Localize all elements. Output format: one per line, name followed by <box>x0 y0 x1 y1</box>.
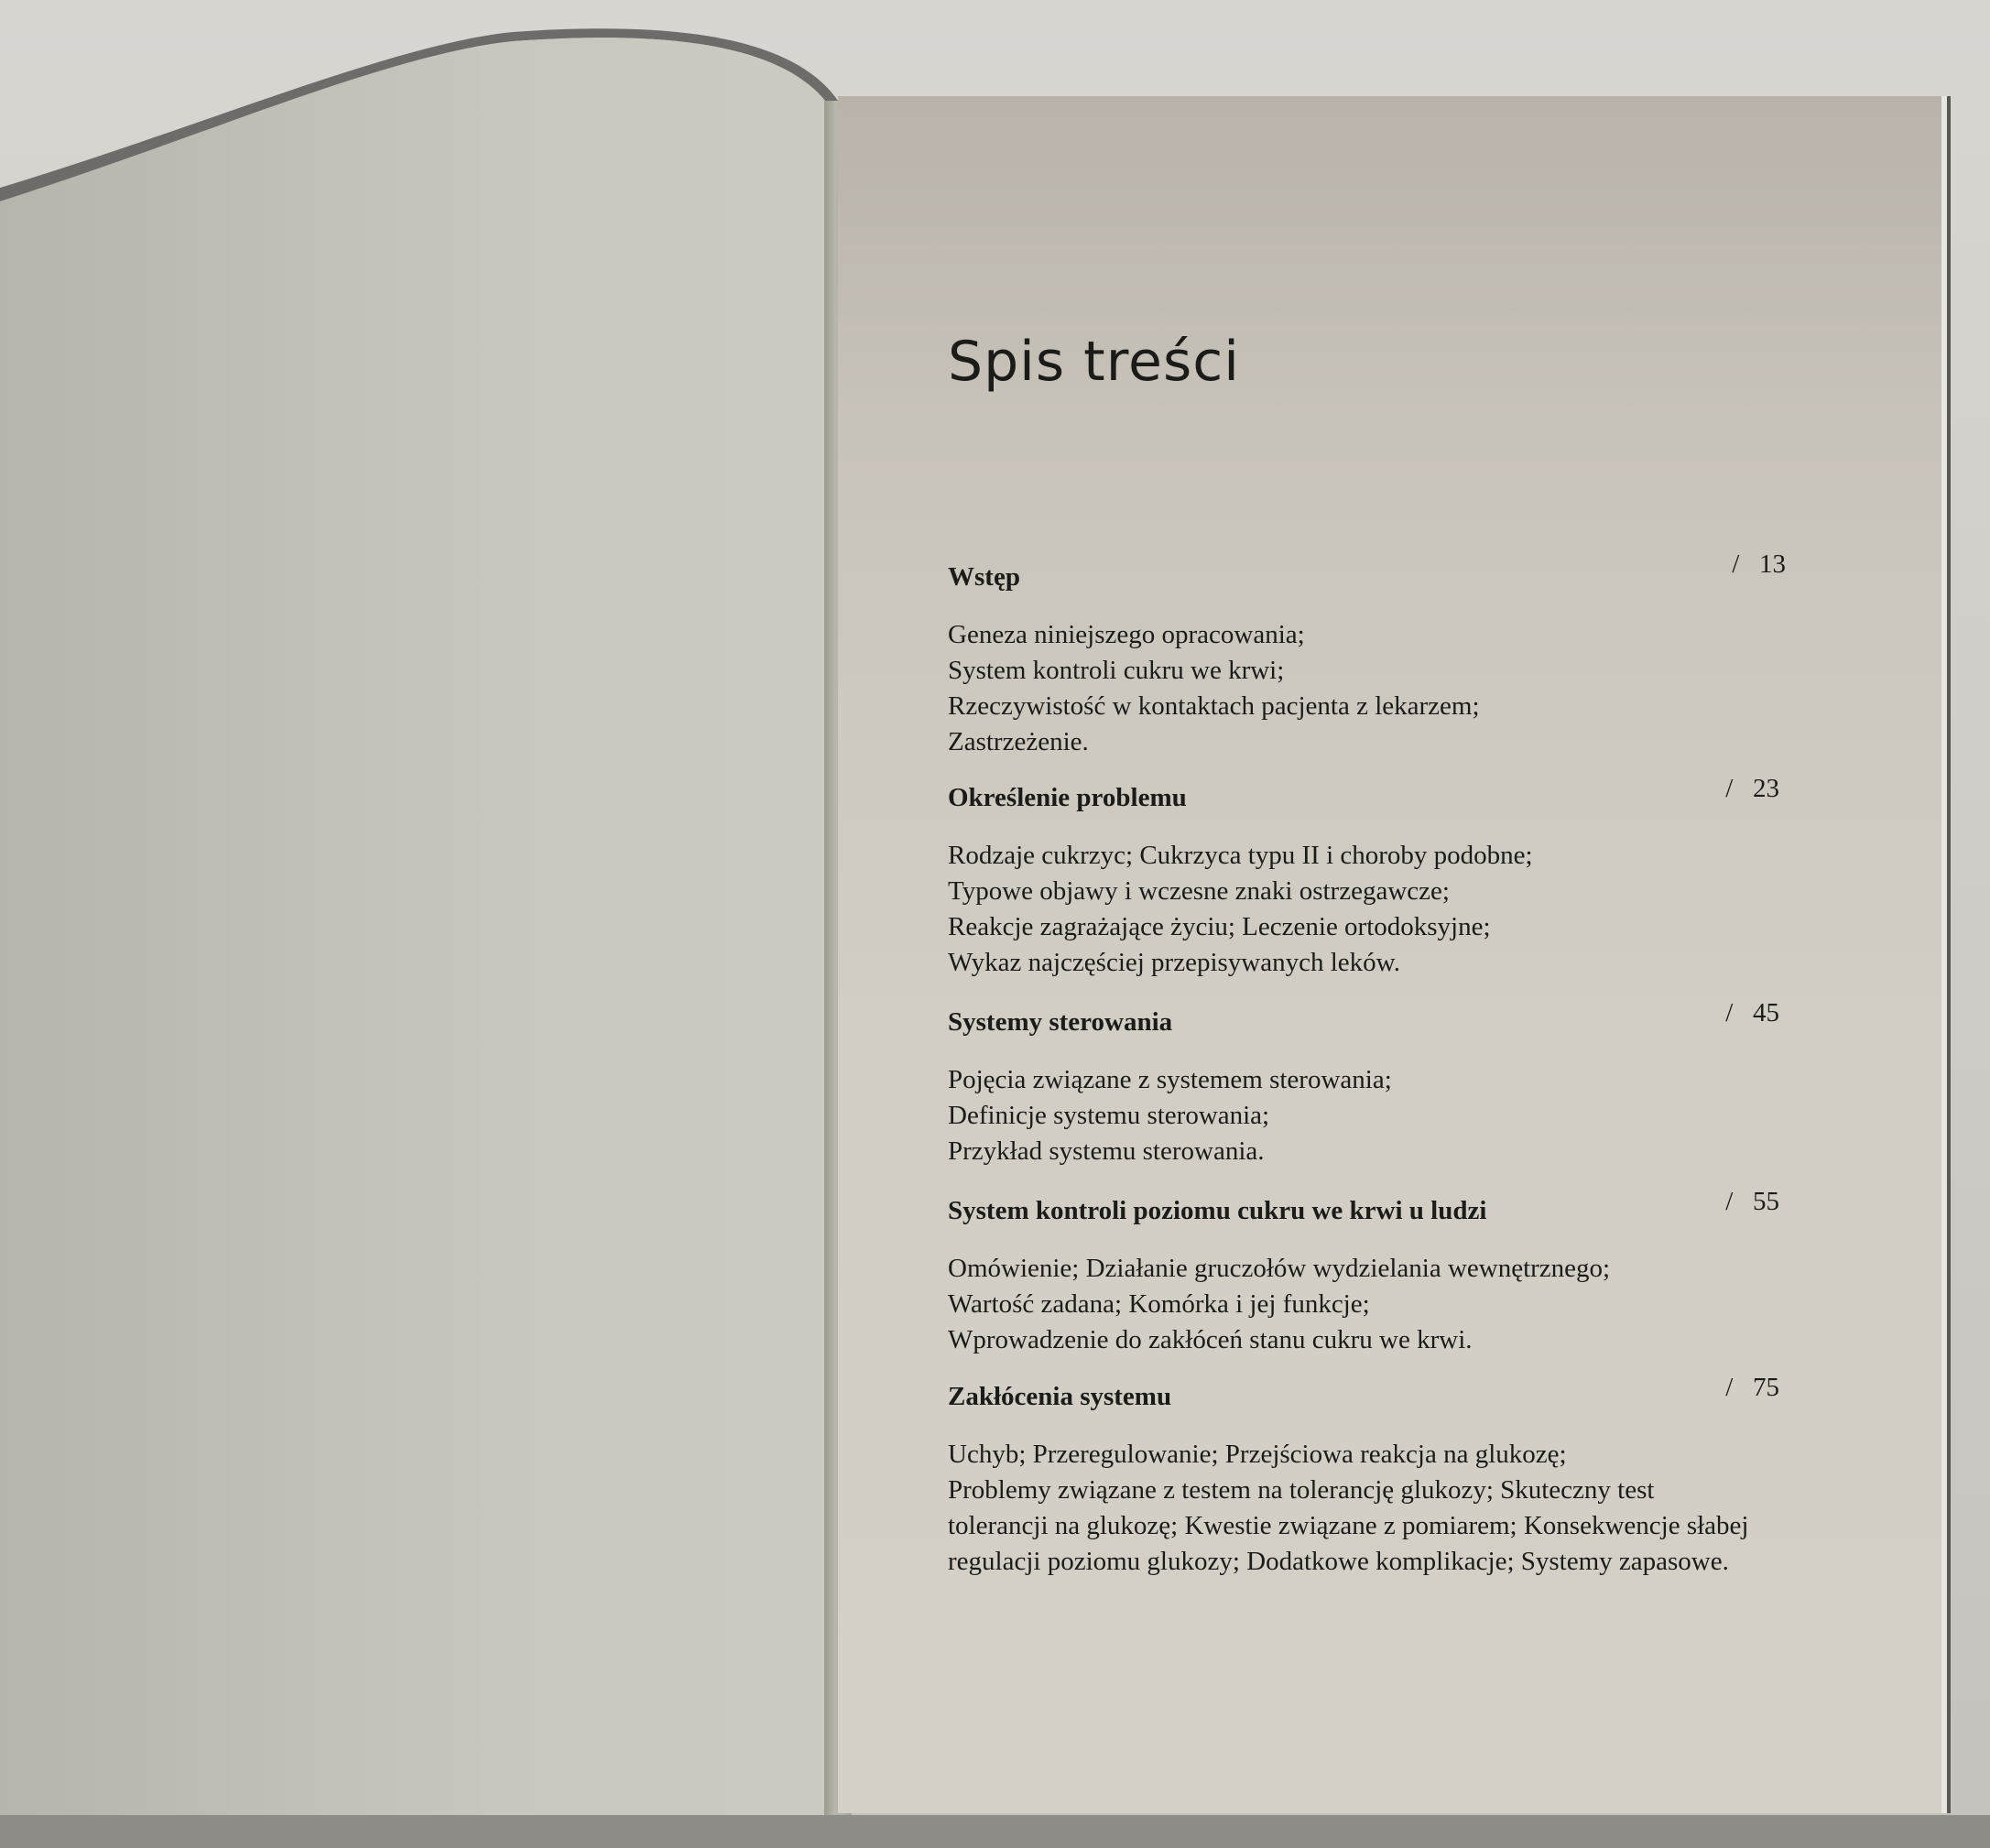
toc-entry-page: / 75 <box>1725 1373 1779 1402</box>
toc-entry-title: Systemy sterowania <box>948 1007 1173 1037</box>
toc-entry-title: Wstęp <box>948 562 1020 592</box>
table-of-contents <box>948 325 1809 1576</box>
toc-entry <box>948 1373 1809 1580</box>
toc-entry <box>948 549 1809 760</box>
toc-entry-heading <box>948 1373 1809 1415</box>
toc-entry-description: Uchyb; Przeregulowanie; Przejściowa reakcja na glukozę; Problemy związane z testem na tolerancję glukozy; Skuteczny test tolerancji na glukozę; Kwestie związane z pomiarem; Konsekwencje słabej regulacji poziomu glukozy; Dodatkowe komplikacje; Systemy zapasowe. <box>948 1440 1749 1576</box>
toc-entry-heading <box>948 1187 1809 1229</box>
toc-entry <box>948 998 1809 1169</box>
toc-entry-page: / 55 <box>1725 1187 1779 1216</box>
toc-entry-heading <box>948 998 1809 1040</box>
page-title: Spis treści <box>948 330 1240 394</box>
toc-entry-heading <box>948 774 1809 816</box>
toc-entry-title: Określenie problemu <box>948 783 1187 812</box>
toc-entry-title: System kontroli poziomu cukru we krwi u ludzi <box>948 1196 1487 1225</box>
toc-entry-description: Pojęcia związane z systemem sterowania; Definicje systemu sterowania; Przykład systemu sterowania. <box>948 1065 1392 1166</box>
toc-entry-page: / 45 <box>1725 998 1779 1027</box>
toc-entry-title: Zakłócenia systemu <box>948 1382 1172 1411</box>
toc-entry-heading <box>948 549 1809 595</box>
toc-entry <box>948 774 1809 981</box>
toc-entry <box>948 1187 1809 1358</box>
toc-entry-page: / 23 <box>1725 774 1779 803</box>
toc-entry-description: Geneza niniejszego opracowania; System kontroli cukru we krwi; Rzeczywistość w kontaktach pacjenta z lekarzem; Zastrzeżenie. <box>948 620 1480 756</box>
toc-entry-page: / 13 <box>1732 549 1786 579</box>
bottom-edge <box>0 1815 1990 1848</box>
toc-entry-description: Rodzaje cukrzyc; Cukrzyca typu II i choroby podobne; Typowe objawy i wczesne znaki ostrzegawcze; Reakcje zagrażające życiu; Leczenie ortodoksyjne; Wykaz najczęściej przepisywanych leków. <box>948 841 1533 977</box>
toc-entry-description: Omówienie; Działanie gruczołów wydzielania wewnętrznego; Wartość zadana; Komórka i jej funkcje; Wprowadzenie do zakłóceń stanu cukru we krwi. <box>948 1254 1611 1354</box>
